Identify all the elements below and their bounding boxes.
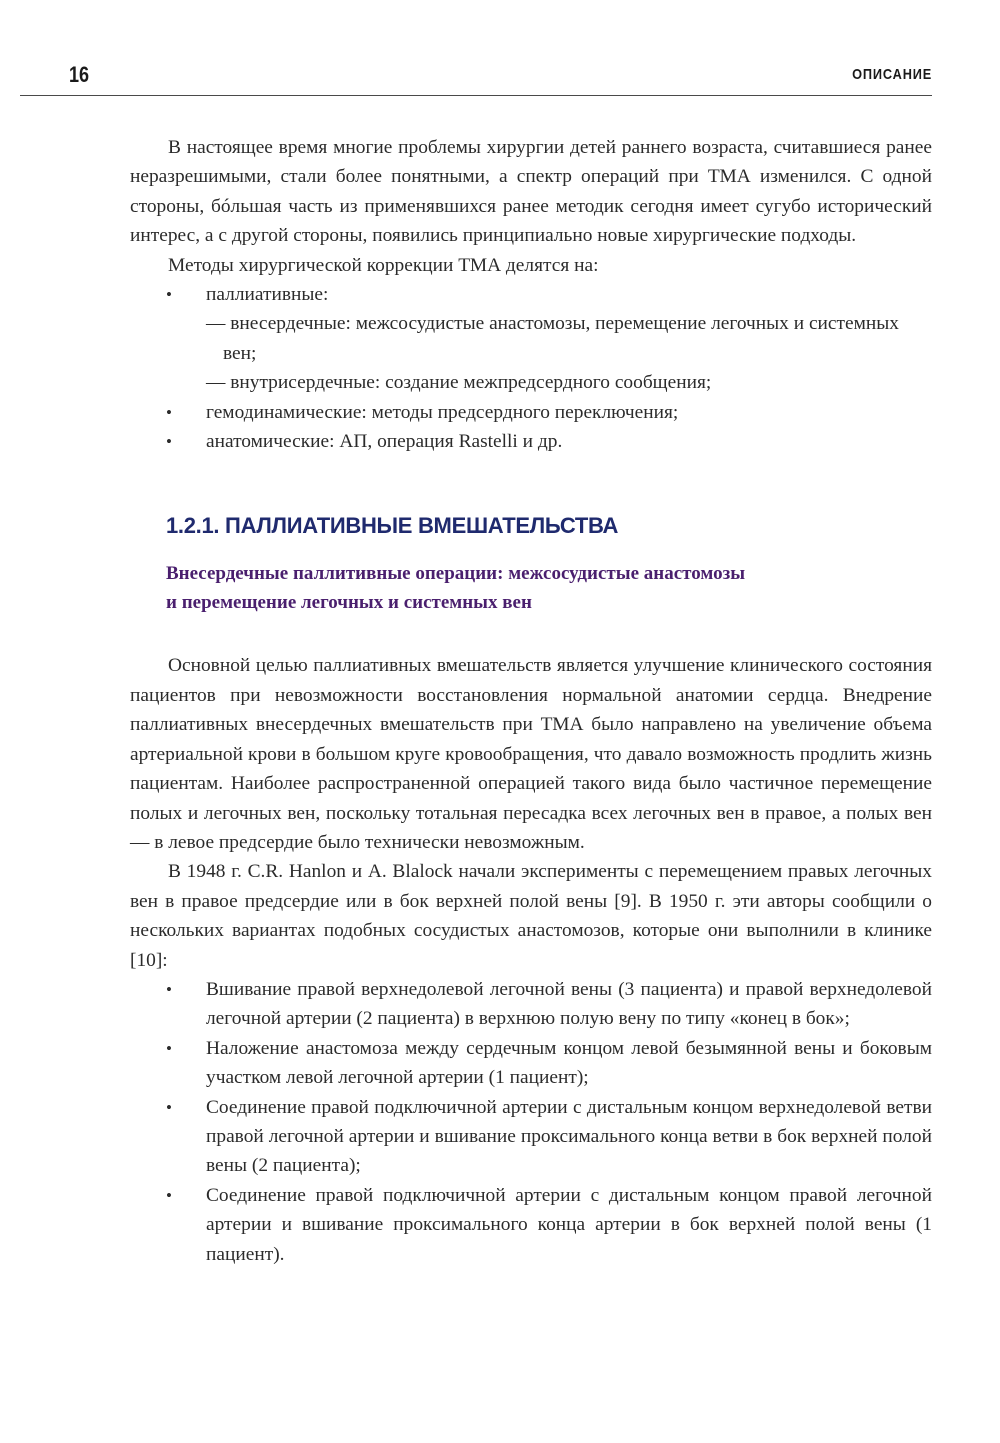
- bullet-icon: •: [166, 432, 172, 452]
- page-header: [0, 0, 1000, 100]
- palliative-sublist: [206, 309, 932, 397]
- list-item: [130, 280, 932, 398]
- list-item-text: Наложение анастомоза между сердечным концом левой безымянной вены и боковым участком левой легочной артерии (1 пациент);: [206, 1037, 932, 1089]
- list-item-text: Вшивание правой верхнедолевой легочной вены (3 пациента) и правой верхнедолевой легочной артерии (2 пациента) в верхнюю полую вену по типу «конец в бок»;: [206, 978, 932, 1030]
- list-item: [130, 427, 932, 456]
- running-title: ОПИСАНИЕ: [851, 66, 932, 83]
- list-item: [130, 975, 932, 1034]
- intro-paragraph: В настоящее время многие проблемы хирургии детей раннего возраста, считавшиеся ранее неразрешимыми, стали более понятными, а спектр операций при ТМА изменился. С одной стороны, бóльшая часть из применявшихся ранее методик сегодня имеет сугубо исторический интерес, а с другой стороны, появились принципиально новые хирургические подходы.: [130, 137, 932, 247]
- methods-list: [130, 280, 932, 456]
- list-item: [130, 1093, 932, 1181]
- page-body: [130, 133, 932, 1269]
- bullet-icon: •: [166, 1185, 172, 1205]
- spacer: [130, 617, 932, 651]
- bullet-icon: •: [166, 1038, 172, 1058]
- list-item: [130, 398, 932, 427]
- list-item-label: гемодинамические: методы предсердного переключения;: [206, 401, 679, 423]
- header-divider: [20, 95, 932, 96]
- body-paragraph: В 1948 г. C.R. Hanlon и A. Blalock начали эксперименты с перемещением правых легочных вен в правое предсердие или в бок верхней полой вены [9]. В 1950 г. эти авторы сообщили о нескольких вариантах подобных сосудистых анастомозов, которые они выполнили в клинике [10]:: [130, 861, 932, 971]
- list-item-label: анатомические: АП, операция Rastelli и др.: [206, 431, 563, 453]
- methods-lead: Методы хирургической коррекции ТМА делятся на:: [168, 254, 599, 276]
- sublist-item: — внутрисердечные: создание межпредсердного сообщения;: [206, 372, 712, 394]
- subsection-title: [166, 559, 932, 617]
- subsection-title-line: и перемещение легочных и системных вен: [166, 592, 532, 614]
- bullet-icon: •: [166, 402, 172, 422]
- page-number: 16: [69, 62, 90, 87]
- section-title: 1.2.1. ПАЛЛИАТИВНЫЕ ВМЕШАТЕЛЬСТВА: [166, 513, 619, 539]
- operations-list: [130, 975, 932, 1269]
- sublist-item: — внесердечные: межсосудистые анастомозы, перемещение легочных и системных вен;: [206, 313, 899, 364]
- body-paragraph: Основной целью паллиативных вмешательств является улучшение клинического состояния пациентов при невозможности восстановления нормальной анатомии сердца. Внедрение паллиативных внесердечных вмешательств при ТМА было направлено на увеличение объема артериальной крови в большом круге кровообращения, что давало возможность продлить жизнь пациентам. Наиболее распространенной операцией такого вида было частичное перемещение полых и легочных вен, поскольку тотальная пересадка всех легочных вен в правое, а полых вен — в левое предсердие было технически невозможным.: [130, 655, 932, 853]
- list-item-text: Соединение правой подключичной артерии с дистальным концом правой легочной артерии и вшивание проксимального конца артерии в бок верхней полой вены (1 пациент).: [206, 1184, 932, 1265]
- list-item-label: паллиативные:: [206, 284, 329, 306]
- list-item: [130, 1181, 932, 1269]
- subsection-title-line: Внесердечные паллитивные операции: межсосудистые анастомозы: [166, 563, 746, 585]
- bullet-icon: •: [166, 979, 172, 999]
- bullet-icon: •: [166, 285, 172, 305]
- list-item-text: Соединение правой подключичной артерии с дистальным концом верхнедолевой ветви правой легочной артерии и вшивание проксимального конца ветви в бок верхней полой вены (2 пациента);: [206, 1096, 932, 1177]
- list-item: [130, 1034, 932, 1093]
- bullet-icon: •: [166, 1097, 172, 1117]
